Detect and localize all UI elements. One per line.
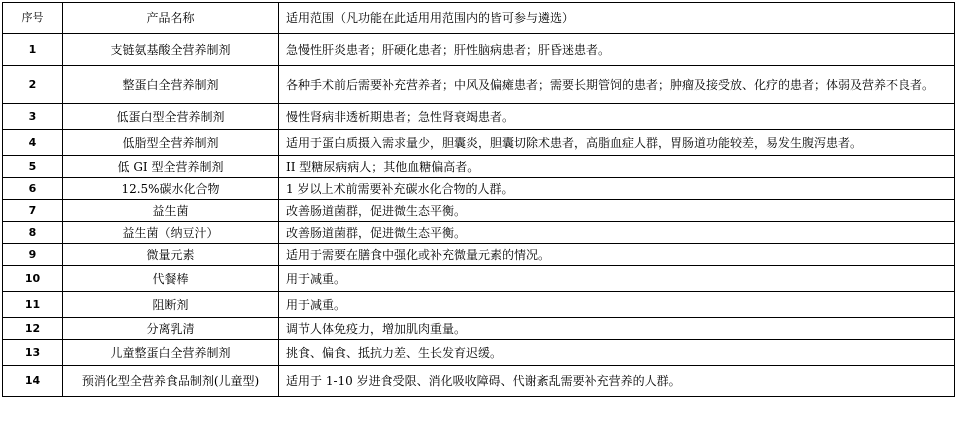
header-scope: 适用范围（凡功能在此适用用范围内的皆可参与遴选）: [279, 3, 955, 34]
row-scope: 改善肠道菌群，促进微生态平衡。: [279, 200, 955, 222]
row-no: 5: [3, 156, 63, 178]
table-row: [3, 130, 955, 156]
row-no: 10: [3, 266, 63, 292]
row-scope: 调节人体免疫力，增加肌肉重量。: [279, 318, 955, 340]
header-name: 产品名称: [63, 3, 279, 34]
row-product-name: 预消化型全营养食品制剂(儿童型): [63, 366, 279, 397]
row-scope: 各种手术前后需要补充营养者；中风及偏瘫患者；需要长期管饲的患者；肿瘤及接受放、化疗的患者；体弱及营养不良者。: [279, 66, 955, 104]
row-product-name: 儿童整蛋白全营养制剂: [63, 340, 279, 366]
product-table-body: [3, 3, 955, 397]
row-product-name: 低脂型全营养制剂: [63, 130, 279, 156]
row-no: 2: [3, 66, 63, 104]
table-row: [3, 340, 955, 366]
table-row: [3, 66, 955, 104]
row-scope: 急慢性肝炎患者；肝硬化患者；肝性脑病患者；肝昏迷患者。: [279, 34, 955, 66]
table-row: [3, 156, 955, 178]
row-no: 14: [3, 366, 63, 397]
table-row: [3, 266, 955, 292]
row-product-name: 微量元素: [63, 244, 279, 266]
row-scope: 慢性肾病非透析期患者；急性肾衰竭患者。: [279, 104, 955, 130]
row-product-name: 益生菌（纳豆汁）: [63, 222, 279, 244]
row-no: 4: [3, 130, 63, 156]
table-row: [3, 292, 955, 318]
row-product-name: 益生菌: [63, 200, 279, 222]
row-no: 13: [3, 340, 63, 366]
row-product-name: 整蛋白全营养制剂: [63, 66, 279, 104]
row-product-name: 分离乳清: [63, 318, 279, 340]
row-no: 11: [3, 292, 63, 318]
row-scope: 用于减重。: [279, 266, 955, 292]
row-scope: 1 岁以上术前需要补充碳水化合物的人群。: [279, 178, 955, 200]
row-no: 7: [3, 200, 63, 222]
row-no: 8: [3, 222, 63, 244]
table-row: [3, 104, 955, 130]
row-scope: 挑食、偏食、抵抗力差、生长发育迟缓。: [279, 340, 955, 366]
header-no: 序号: [3, 3, 63, 34]
row-product-name: 阻断剂: [63, 292, 279, 318]
row-no: 1: [3, 34, 63, 66]
row-scope: 适用于蛋白质摄入需求量少，胆囊炎，胆囊切除术患者，高脂血症人群，胃肠道功能较差，易发生腹泻患者。: [279, 130, 955, 156]
row-no: 3: [3, 104, 63, 130]
row-product-name: 低蛋白型全营养制剂: [63, 104, 279, 130]
table-row: [3, 244, 955, 266]
table-header-row: [3, 3, 955, 34]
row-scope: 适用于 1-10 岁进食受限、消化吸收障碍、代谢紊乱需要补充营养的人群。: [279, 366, 955, 397]
row-scope: 用于减重。: [279, 292, 955, 318]
table-row: [3, 318, 955, 340]
table-row: [3, 200, 955, 222]
row-no: 9: [3, 244, 63, 266]
row-product-name: 低 GI 型全营养制剂: [63, 156, 279, 178]
table-row: [3, 178, 955, 200]
table-row: [3, 34, 955, 66]
row-scope: 改善肠道菌群，促进微生态平衡。: [279, 222, 955, 244]
row-scope: 适用于需要在膳食中强化或补充微量元素的情况。: [279, 244, 955, 266]
row-scope: II 型糖尿病病人；其他血糖偏高者。: [279, 156, 955, 178]
row-no: 12: [3, 318, 63, 340]
row-no: 6: [3, 178, 63, 200]
table-row: [3, 222, 955, 244]
row-product-name: 支链氨基酸全营养制剂: [63, 34, 279, 66]
table-row: [3, 366, 955, 397]
row-product-name: 12.5%碳水化合物: [63, 178, 279, 200]
product-table: [2, 2, 955, 397]
row-product-name: 代餐棒: [63, 266, 279, 292]
